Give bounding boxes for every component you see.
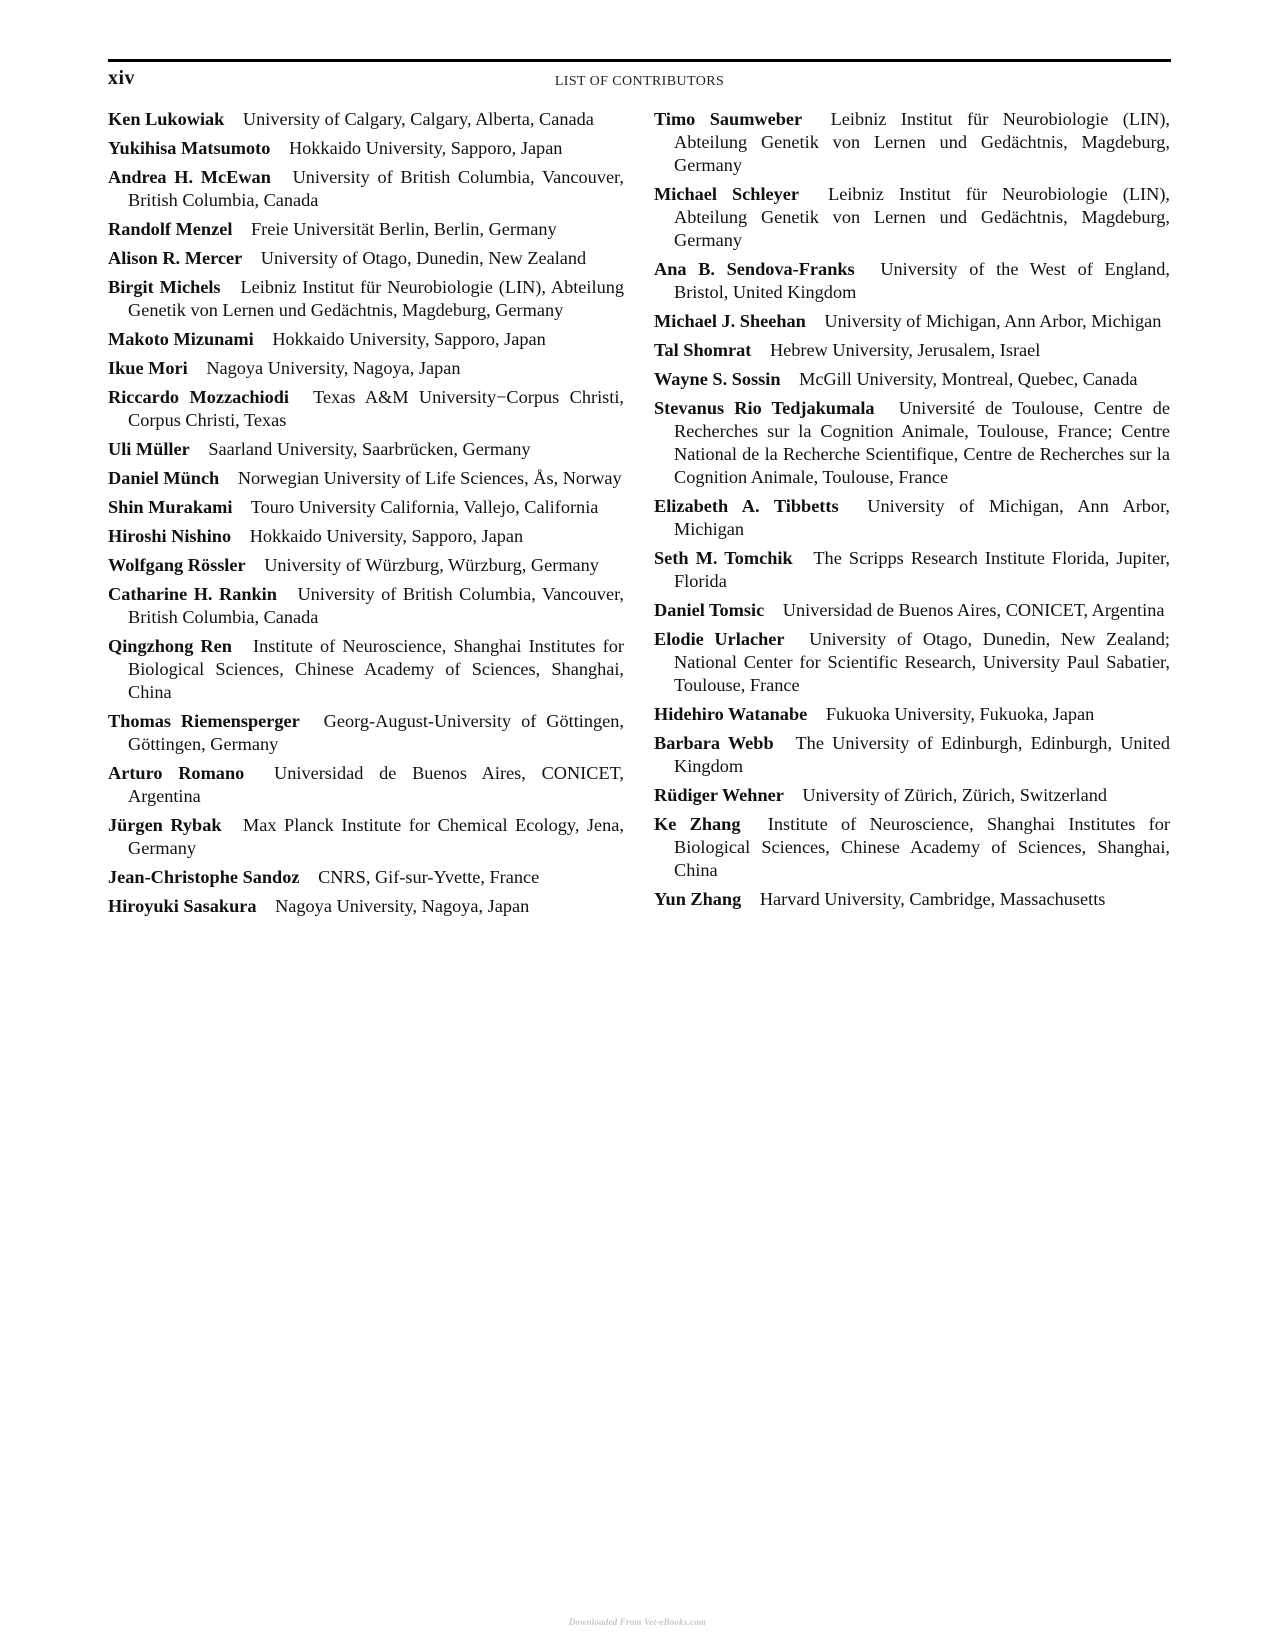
contributor-name: Rüdiger Wehner (654, 785, 784, 805)
contributor-entry (108, 386, 624, 432)
contributor-entry (108, 554, 624, 577)
contributor-entry (654, 495, 1170, 541)
contributor-name: Michael J. Sheehan (654, 311, 806, 331)
contributor-name: Hiroyuki Sasakura (108, 896, 257, 916)
contributor-affiliation: McGill University, Montreal, Quebec, Canada (799, 369, 1138, 389)
contributor-affiliation: Hebrew University, Jerusalem, Israel (769, 340, 1041, 360)
contributor-affiliation: Georg-August-University of Göttingen, Göttingen, Germany (128, 711, 624, 754)
contributor-entry (654, 258, 1170, 304)
contributor-name: Ana B. Sendova-Franks (654, 259, 855, 279)
contributor-name: Qingzhong Ren (108, 636, 232, 656)
page-number: xiv (108, 67, 136, 89)
contributor-entry (654, 339, 1170, 362)
contributor-entry (108, 247, 624, 270)
contributor-affiliation: University of Otago, Dunedin, New Zealand; National Center for Scientific Research, University Paul Sabatier, Toulouse, France (674, 629, 1171, 695)
contributor-name: Timo Saumweber (654, 109, 803, 129)
right-column (654, 108, 1170, 917)
contributor-name: Alison R. Mercer (108, 248, 243, 268)
contributor-affiliation: University of Zürich, Zürich, Switzerland (802, 785, 1108, 805)
contributor-name: Birgit Michels (108, 277, 221, 297)
contributor-entry (654, 310, 1170, 333)
contributor-entry (108, 710, 624, 756)
contributor-affiliation: Hokkaido University, Sapporo, Japan (249, 526, 524, 546)
contributor-entry (108, 137, 624, 160)
contributor-affiliation: University of Michigan, Ann Arbor, Michigan (674, 496, 1170, 539)
contributor-affiliation: University of British Columbia, Vancouver, British Columbia, Canada (128, 167, 624, 210)
header-rule (108, 59, 1171, 62)
contributor-affiliation: Universidad de Buenos Aires, CONICET, Argentina (128, 763, 624, 806)
contributor-entry (108, 762, 624, 808)
contributor-affiliation: CNRS, Gif-sur-Yvette, France (318, 867, 540, 887)
contributor-name: Ke Zhang (654, 814, 741, 834)
contributor-name: Daniel Münch (108, 468, 220, 488)
contributor-name: Elodie Urlacher (654, 629, 785, 649)
contributor-affiliation: Hokkaido University, Sapporo, Japan (272, 329, 546, 349)
contributor-entry (654, 888, 1170, 911)
contributor-entry (654, 368, 1170, 391)
contributor-name: Arturo Romano (108, 763, 245, 783)
contributor-entry (654, 813, 1170, 882)
contributor-entry (108, 166, 624, 212)
contributor-affiliation: Institute of Neuroscience, Shanghai Institutes for Biological Sciences, Chinese Academy of Sciences, Shanghai, China (128, 636, 624, 702)
contributor-entry (108, 328, 624, 351)
contributor-entry (108, 635, 624, 704)
contributor-entry (108, 276, 624, 322)
contributor-entry (654, 703, 1170, 726)
contributor-name: Elizabeth A. Tibbetts (654, 496, 839, 516)
contributor-affiliation: The University of Edinburgh, Edinburgh, United Kingdom (674, 733, 1170, 776)
contributor-name: Makoto Mizunami (108, 329, 254, 349)
running-head: LIST OF CONTRIBUTORS (554, 74, 725, 89)
contributor-affiliation: Freie Universität Berlin, Berlin, Germany (250, 219, 557, 239)
contributor-affiliation: University of Michigan, Ann Arbor, Michigan (824, 311, 1162, 331)
contributor-name: Catharine H. Rankin (108, 584, 277, 604)
contributor-name: Ken Lukowiak (108, 109, 225, 129)
contributor-affiliation: University of Würzburg, Würzburg, Germany (264, 555, 599, 575)
contributor-entry (108, 218, 624, 241)
contributor-entry (654, 784, 1170, 807)
contributor-affiliation: Institute of Neuroscience, Shanghai Institutes for Biological Sciences, Chinese Academy of Sciences, Shanghai, China (674, 814, 1170, 880)
contributor-affiliation: Leibniz Institut für Neurobiologie (LIN), Abteilung Genetik von Lernen und Gedächtnis, Magdeburg, Germany (674, 184, 1170, 250)
contributor-affiliation: Fukuoka University, Fukuoka, Japan (825, 704, 1095, 724)
contributor-affiliation: University of Otago, Dunedin, New Zealand (260, 248, 587, 268)
contributor-affiliation: Nagoya University, Nagoya, Japan (206, 358, 461, 378)
contributor-entry (654, 732, 1170, 778)
contributor-name: Thomas Riemensperger (108, 711, 300, 731)
contributor-affiliation: Leibniz Institut für Neurobiologie (LIN), Abteilung Genetik von Lernen und Gedächtnis, Magdeburg, Germany (674, 109, 1170, 175)
contributor-name: Tal Shomrat (654, 340, 752, 360)
contributor-entry (654, 397, 1170, 489)
download-watermark: Downloaded From Vet-eBooks.com (568, 1617, 707, 1627)
contributor-entry (108, 438, 624, 461)
contributor-affiliation: Touro University California, Vallejo, California (250, 497, 599, 517)
contributor-affiliation: Max Planck Institute for Chemical Ecology, Jena, Germany (128, 815, 624, 858)
contributor-name: Seth M. Tomchik (654, 548, 793, 568)
left-column (108, 108, 624, 924)
page-header (108, 66, 1171, 96)
contributor-affiliation: University of British Columbia, Vancouver, British Columbia, Canada (128, 584, 624, 627)
contributor-entry (654, 628, 1170, 697)
contributor-entry (108, 814, 624, 860)
contributor-entry (108, 866, 624, 889)
contributor-affiliation: Hokkaido University, Sapporo, Japan (288, 138, 563, 158)
contributor-affiliation: Saarland University, Saarbrücken, Germany (208, 439, 531, 459)
contributor-entry (108, 108, 624, 131)
contributor-name: Barbara Webb (654, 733, 774, 753)
contributor-name: Daniel Tomsic (654, 600, 765, 620)
contributor-affiliation: University of Calgary, Calgary, Alberta, Canada (242, 109, 594, 129)
contributor-name: Wolfgang Rössler (108, 555, 246, 575)
contributor-name: Riccardo Mozzachiodi (108, 387, 289, 407)
contributor-name: Yukihisa Matsumoto (108, 138, 271, 158)
contributor-name: Jean-Christophe Sandoz (108, 867, 300, 887)
contributor-affiliation: Norwegian University of Life Sciences, Ås, Norway (237, 468, 622, 488)
contributor-name: Jürgen Rybak (108, 815, 222, 835)
contributor-affiliation: Nagoya University, Nagoya, Japan (275, 896, 530, 916)
contributor-name: Yun Zhang (654, 889, 742, 909)
contributor-name: Wayne S. Sossin (654, 369, 781, 389)
contributor-entry (654, 108, 1170, 177)
contributor-entry (108, 525, 624, 548)
contributor-affiliation: Leibniz Institut für Neurobiologie (LIN), Abteilung Genetik von Lernen und Gedächtnis, Magdeburg, Germany (128, 277, 624, 320)
contributor-affiliation: Harvard University, Cambridge, Massachusetts (759, 889, 1106, 909)
contributor-entry (654, 547, 1170, 593)
contributor-name: Stevanus Rio Tedjakumala (654, 398, 875, 418)
contributor-entry (108, 895, 624, 918)
contributor-affiliation: Texas A&M University−Corpus Christi, Corpus Christi, Texas (128, 387, 624, 430)
contributor-name: Michael Schleyer (654, 184, 800, 204)
contributor-affiliation: University of the West of England, Bristol, United Kingdom (674, 259, 1170, 302)
contributor-entry (654, 599, 1170, 622)
contributor-name: Uli Müller (108, 439, 190, 459)
contributor-name: Hidehiro Watanabe (654, 704, 808, 724)
contributor-entry (108, 357, 624, 380)
contributor-affiliation: The Scripps Research Institute Florida, Jupiter, Florida (674, 548, 1170, 591)
contributor-entry (108, 496, 624, 519)
contributor-affiliation: Université de Toulouse, Centre de Recherches sur la Cognition Animale, Toulouse, France; Centre National de la Recherche Scientifique, Centre de Recherches sur la Cognition Animale, Toulouse, France (674, 398, 1171, 487)
contributor-name: Randolf Menzel (108, 219, 233, 239)
contributor-entry (108, 467, 624, 490)
contributor-name: Ikue Mori (108, 358, 188, 378)
contributor-entry (108, 583, 624, 629)
contributor-entry (654, 183, 1170, 252)
contributor-affiliation: Universidad de Buenos Aires, CONICET, Argentina (782, 600, 1165, 620)
contributor-name: Andrea H. McEwan (108, 167, 271, 187)
contributor-name: Hiroshi Nishino (108, 526, 232, 546)
contributor-name: Shin Murakami (108, 497, 233, 517)
